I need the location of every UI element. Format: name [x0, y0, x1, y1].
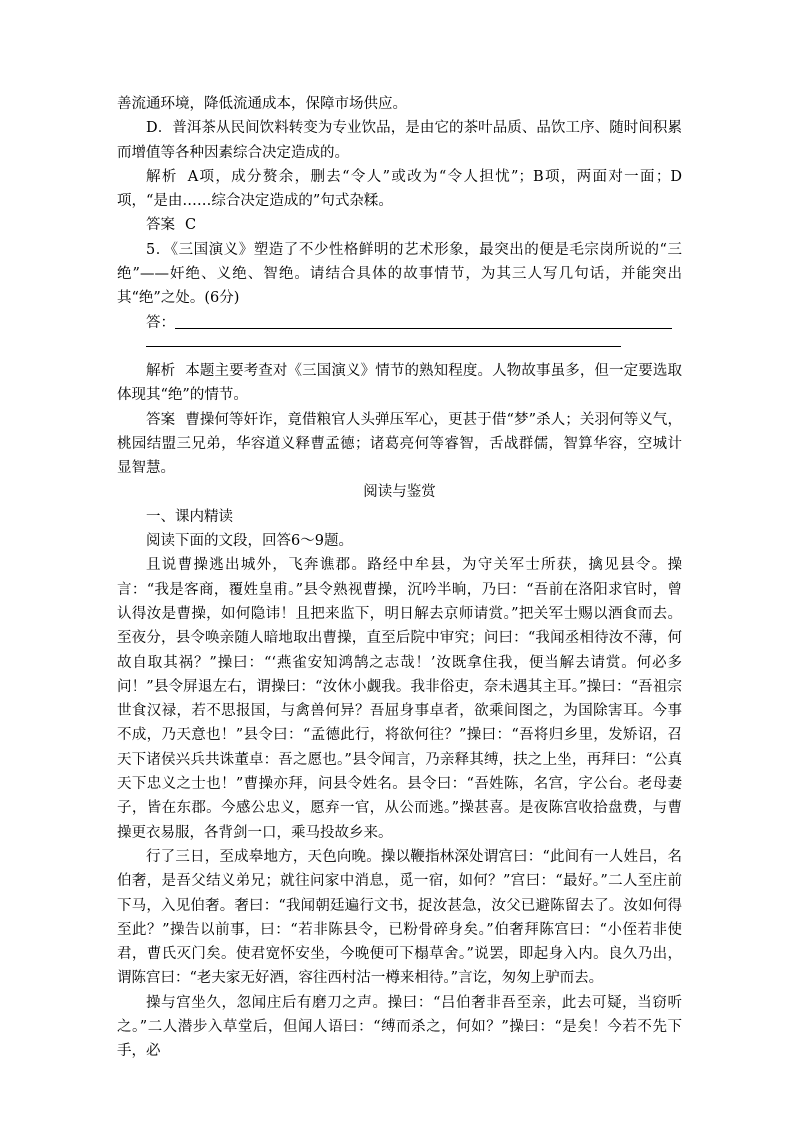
answer-line-1[interactable]: [175, 312, 672, 329]
analysis-label: 解析: [146, 362, 176, 379]
answer-4: [117, 213, 682, 237]
document-page: [117, 92, 682, 1064]
passage-paragraph: 操与宫坐久，忽闻庄后有磨刀之声。操曰：“吕伯奢非吾至亲，此去可疑，当窃听之。”二人潜步入草堂后，但闻人语曰：“缚而杀之，何如？”操曰：“是矣！今若不先下手，必: [117, 994, 682, 1060]
answer-label: 答案: [146, 217, 175, 234]
section-title: 阅读与鉴赏: [363, 484, 436, 501]
paragraph-continuation: 善流通环境，降低流通成本，保障市场供应。: [117, 96, 407, 112]
passage-paragraph: 且说曹操逃出城外，飞奔谯郡。路经中牟县，为守关军士所获，擒见县令。操言：“我是客商，覆姓皇甫。”县令熟视曹操，沉吟半晌，乃曰：“吾前在洛阳求官时，曾认得汝是曹操，如何隐讳！且把来监下，明日解去京师请赏。”把关军士赐以酒食而去。至夜分，县令唤亲随人暗地取出曹操，直至后院中审究；问曰：“我闻丞相待汝不薄，何故自取其祸？”操曰：“‘燕雀安知鸿鹄之志哉！’汝既拿住我，便当解去请赏。何必多问！”县令屏退左右，谓操曰：“汝休小觑我。我非俗吏，奈未遇其主耳。”操曰：“吾祖宗世食汉禄，若不思报国，与禽兽何异？吾屈身事卓者，欲乘间图之，为国除害耳。今事不成，乃天意也！”县令曰：“孟德此行，将欲何往？”操曰：“吾将归乡里，发矫诏，召天下诸侯兴兵共诛董卓：吾之愿也。”县令闻言，乃亲释其缚，扶之上坐，再拜曰：“公真天下忠义之士也！”曹操亦拜，问县令姓名。县令曰：“吾姓陈，名宫，字公台。老母妻子，皆在东郡。今感公忠义，愿弃一官，从公而逃。”操甚喜。是夜陈宫收拾盘费，与曹操更衣易服，各背剑一口，乘马投故乡来。: [117, 557, 682, 841]
analysis-text: 本题主要考查对《三国演义》情节的熟知程度。人物故事虽多，但一定要选取体现其“绝”的情节。: [117, 362, 683, 404]
answer-field-row: [117, 311, 682, 335]
answer-5: [117, 408, 682, 481]
answer-label: 答案: [146, 411, 176, 428]
analysis-text: A项，成分赘余，删去“令人”或改为“令人担忧”；B项，两面对一面；D项，“是由……综合决定造成的”句式杂糅。: [117, 168, 683, 210]
passage-paragraph: 行了三日，至成皋地方，天色向晚。操以鞭指林深处谓宫曰：“此间有一人姓吕，名伯奢，是吾父结义弟兄；就往问家中消息，觅一宿，如何？”宫曰：“最好。”二人至庄前下马，入见伯奢。奢曰：“我闻朝廷遍行文书，捉汝甚急，汝父已避陈留去了。汝如何得至此？”操告以前事，曰：“若非陈县令，已粉骨碎身矣。”伯奢拜陈宫曰：“小侄若非使君，曹氏灭门矣。使君宽怀安坐，今晚便可下榻草舍。”说罢，即起身入内。良久乃出，谓陈宫曰：“老夫家无好酒，容往西村沽一樽来相待。”言讫，匆匆上驴而去。: [117, 848, 682, 987]
analysis-4: [117, 165, 682, 214]
answer-field-row-2: [117, 335, 682, 359]
analysis-label: 解析: [146, 168, 178, 185]
answer-prompt: 答：: [146, 314, 175, 331]
question-5: 5．《三国演义》塑造了不少性格鲜明的艺术形象，最突出的便是毛宗岗所说的“三绝”——奸绝、义绝、智绝。请结合具体的故事情节，为其三人写几句话，并能突出其“绝”之处。(6分): [117, 241, 682, 307]
answer-line-2[interactable]: [146, 346, 621, 347]
analysis-5: [117, 359, 682, 408]
answer-text: 曹操何等奸诈，竟借粮官人头弹压军心，更甚于借“梦”杀人；关羽何等义气，桃园结盟三兄弟，华容道义释曹孟德；诸葛亮何等睿智，舌战群儒，智算华容，空城计显智慧。: [117, 411, 683, 477]
subsection-title: 一、课内精读: [146, 508, 233, 525]
answer-text: C: [185, 217, 197, 234]
option-d: D．普洱茶从民间饮料转变为专业饮品，是由它的茶叶品质、品饮工序、随时间积累而增值等各种因素综合决定造成的。: [117, 120, 682, 161]
reading-instruction: 阅读下面的文段，回答6～9题。: [146, 533, 353, 550]
